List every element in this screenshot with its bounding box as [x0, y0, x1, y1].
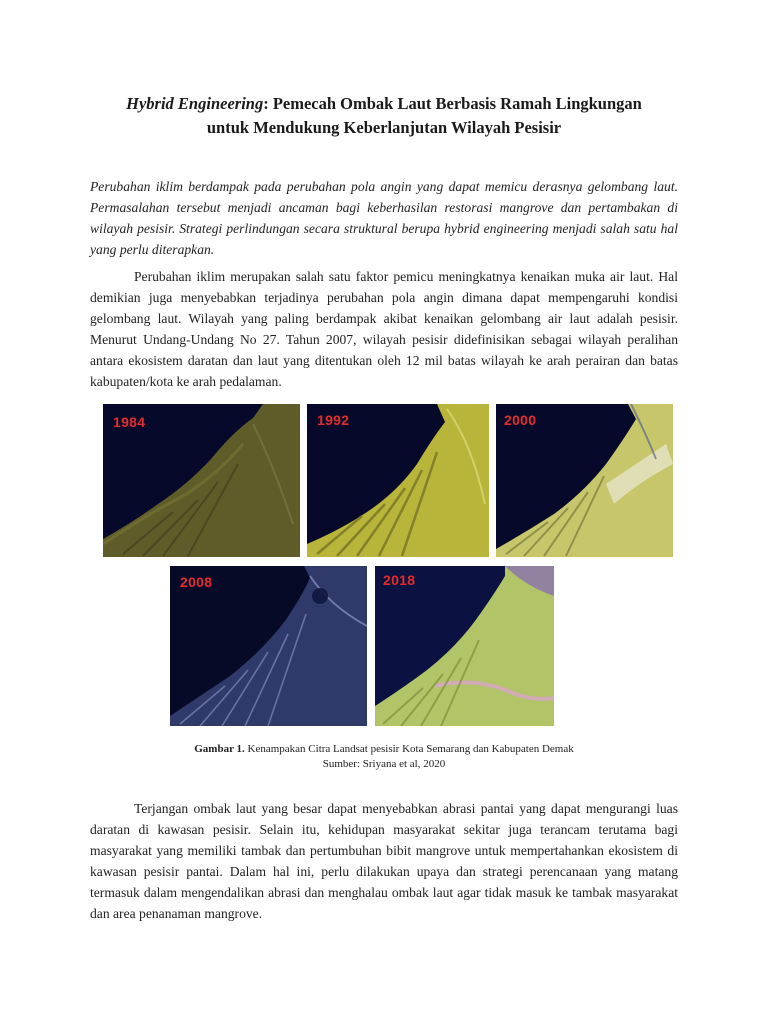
paragraph-2: Terjangan ombak laut yang besar dapat menyebabkan abrasi pantai yang dapat mengurangi luas daratan di kawasan pesisir. Selain itu, kehidupan masyarakat sekitar juga terancam terutama bagi masyarakat yang memiliki tambak dan pertumbuhan bibit mangrove untuk mempertahankan ekosistem di kawasan pesisir pantai. Dalam hal ini, perlu dilakukan upaya dan strategi perencanaan yang matang termasuk dalam mengendalikan abrasi dan menghalau ombak laut agar tidak masuk ke tambak masyarakat dan area penanaman mangrove. — [90, 801, 678, 921]
title-rest: : Pemecah Ombak Laut Berbasis Ramah Lingkungan — [263, 94, 642, 113]
satellite-image-2000 — [496, 404, 673, 557]
satellite-image-1992 — [307, 404, 489, 557]
document-title — [60, 92, 708, 140]
caption-source: Sumber: Sriyana et al, 2020 — [322, 758, 446, 770]
abstract: Perubahan iklim berdampak pada perubahan pola angin yang dapat memicu derasnya gelombang laut. Permasalahan tersebut menjadi ancaman bagi keberhasilan restorasi mangrove dan pertambakan di wilayah pesisir. Strategi perlindungan secara struktural berupa hybrid engineering menjadi salah satu hal yang perlu diterapkan. — [90, 179, 678, 257]
year-label-2008: 2008 — [180, 574, 213, 590]
year-label-1984: 1984 — [113, 414, 146, 430]
satellite-image-1984 — [103, 404, 300, 557]
caption-label: Gambar 1. — [194, 743, 245, 755]
title-line2: untuk Mendukung Keberlanjutan Wilayah Pesisir — [206, 118, 562, 137]
paragraph-1: Perubahan iklim merupakan salah satu faktor pemicu meningkatnya kenaikan muka air laut. Hal demikian juga menyebabkan terjadinya perubahan pola angin dimana dapat mempengaruhi kondisi gelombang laut. Wilayah yang paling berdampak akibat kenaikan gelombang air laut adalah pesisir. Menurut Undang-Undang No 27. Tahun 2007, wilayah pesisir didefinisikan sebagai wilayah peralihan antara ekosistem daratan dan laut yang ditentukan oleh 12 mil batas wilayah ke arah perairan dan batas kabupaten/kota ke arah pedalaman. — [90, 269, 678, 389]
caption-text: Kenampakan Citra Landsat pesisir Kota Semarang dan Kabupaten Demak — [244, 743, 574, 755]
satellite-image-2018 — [375, 566, 554, 726]
figure-caption — [90, 742, 678, 772]
year-label-2000: 2000 — [504, 412, 537, 428]
title-italic: Hybrid Engineering — [126, 94, 264, 113]
year-label-2018: 2018 — [383, 572, 416, 588]
year-label-1992: 1992 — [317, 412, 350, 428]
satellite-image-2008 — [170, 566, 367, 726]
